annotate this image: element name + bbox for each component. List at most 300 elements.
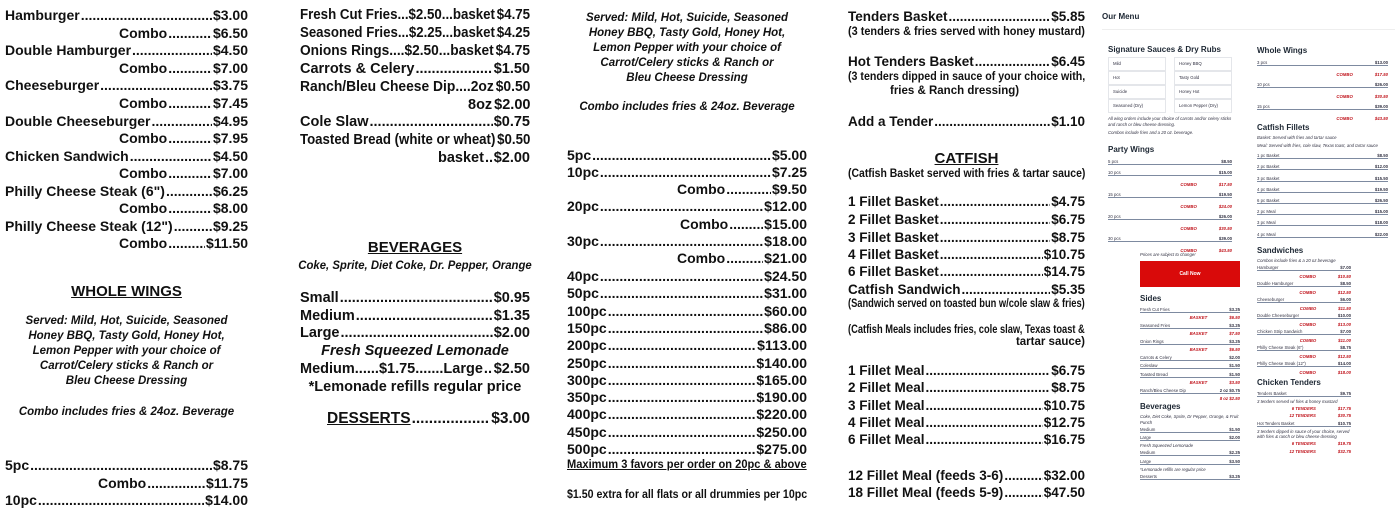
option-row [1140,396,1240,402]
row-price: $3.25 [1229,307,1240,312]
item-label: Combo includes fries & 24oz. Beverage [579,102,794,114]
option-tag: BASKET [1190,380,1208,385]
option-tag: BASKET [1190,347,1208,352]
menu-line [300,98,530,113]
sauce-grid [1108,57,1232,113]
item-price: $4.25 [497,26,530,41]
menu-heading [5,316,248,328]
item-label: Double Hamburger [5,43,131,57]
row-label: Hamburger [1257,265,1279,270]
option-tag: COMBO [1300,338,1316,343]
item-price: $10.75 [1044,248,1085,262]
row-label: Medium [1140,427,1155,432]
option-price: $12.50 [1338,354,1351,359]
section-title: Sandwiches [1257,247,1351,255]
option-tag: COMBO [1300,306,1316,311]
menu-line [848,486,1085,500]
option-row [1140,331,1240,337]
row-label: Toasted Bread [1140,372,1168,377]
item-price: $220.00 [756,407,807,421]
call-now-button[interactable]: Call Now [1140,261,1240,287]
row-price: $2.00 [1229,355,1240,360]
dot-leader [168,236,205,250]
scan-party-wings [567,0,807,500]
item-label: Maximum 3 favors per order on 20pc & above [567,460,807,472]
menu-line [300,44,530,59]
item-price: $32.00 [1044,469,1085,483]
row-price: $1.50 [1229,427,1240,432]
item-label: Cole Slaw [300,115,369,130]
menu-line [567,356,807,370]
option-row [1257,69,1388,77]
menu-heading [300,240,530,255]
menu-line [567,407,807,421]
item-label: Medium [300,309,355,324]
item-label: WHOLE WINGS [71,284,182,299]
item-label: Bleu Cheese Dressing [66,376,187,388]
prices-note: Prices are subject to change! [1140,252,1195,257]
item-label: 6 Fillet Meal [848,433,925,447]
price-row [1257,173,1388,181]
menu-line [5,43,248,57]
dot-leader [38,493,204,507]
item-price: $0.50 [497,133,530,148]
item-label: Chicken Sandwich [5,149,129,163]
menu-heading [5,331,248,343]
price-row [1257,390,1351,397]
section-note: Meal: Served with fries, cole slaw, Texas toast, and tartar sauce [1257,143,1388,149]
price-row [1140,363,1240,370]
menu-section-party-wings [1108,146,1232,255]
dot-leader [356,309,493,324]
item-label: Seasoned Fries...$2.25...basket [300,26,495,41]
menu-line [848,399,1085,413]
price-row [1108,157,1232,165]
section-note: Combos include fries and a 20 oz. beverage. [1108,130,1232,136]
row-price: $14.00 [1338,361,1351,366]
menu-line [848,248,1085,262]
menu-line [567,182,807,196]
item-label: 5pc [5,458,29,472]
price-row [1257,329,1351,336]
price-row [1257,313,1351,320]
dot-leader [608,321,763,335]
price-row [1257,361,1351,368]
menu-line [300,309,530,324]
price-row [1140,473,1240,480]
row-price: $26.00 [1375,82,1388,87]
price-row [1140,371,1240,378]
option-tag: COMBO [1299,290,1315,295]
item-price: $11.75 [206,476,248,490]
option-price: $3.50 [1229,380,1240,385]
dot-leader [608,442,756,456]
item-label: 5pc [567,148,591,162]
section-note: Basket: Served with fries and tartar sauce [1257,135,1388,141]
option-tag: COMBO [1180,226,1196,231]
option-row [1108,179,1232,187]
dot-leader [600,199,763,213]
item-label: basket [438,151,484,166]
option-row [1108,201,1232,209]
dot-leader [81,8,212,22]
price-row [1140,387,1240,394]
dot-leader [341,326,493,341]
item-price: $8.75 [1051,381,1085,395]
item-label: Carrots & Celery [300,62,414,77]
item-label: 400pc [567,407,607,421]
item-price: $6.45 [1051,55,1085,69]
menu-line [300,26,530,41]
option-tag: COMBO [1299,322,1315,327]
row-label: Chicken Strip Sandwich [1257,329,1302,334]
option-price: $32.75 [1338,449,1351,454]
menu-note [567,460,807,472]
item-label: Combo [677,251,725,265]
dot-leader [168,131,212,145]
menu-line [567,199,807,213]
dot-leader [608,356,756,370]
menu-section-whole-wings [1257,47,1388,123]
item-price: $47.50 [1044,486,1085,500]
sauce-item: Tasty Gold [1174,71,1232,85]
option-price: $18.00 [1338,370,1351,375]
item-label: Combo [119,201,167,215]
item-label: Combo [119,26,167,40]
dot-leader [608,304,763,318]
menu-line [567,148,807,162]
item-label: *Lemonade refills regular price [309,380,522,395]
row-price: $15.50 [1375,176,1388,181]
menu-heading [5,407,248,419]
option-row [1257,289,1351,295]
price-row [1257,196,1388,204]
dot-leader [926,399,1043,413]
row-price: 2 oz $0.75 [1220,388,1240,393]
row-label: 2 pc Meal [1257,209,1276,214]
item-price: $11.50 [206,236,248,250]
menu-heading [567,28,807,40]
row-note: 3 tenders served w/ fries & honey mustard [1257,399,1351,405]
web-menu-panel [1100,0,1400,500]
menu-line [300,151,530,166]
menu-line [5,184,248,198]
item-price: $0.95 [494,291,530,306]
item-label: 350pc [567,390,607,404]
row-label: 5 pcs [1108,159,1118,164]
row-price: $13.00 [1375,60,1388,65]
item-label: 1 Fillet Meal [848,364,925,378]
price-row [1140,354,1240,361]
item-price: $6.50 [213,26,248,40]
dot-leader [608,338,756,352]
menu-line [5,236,248,250]
menu-line [300,8,530,23]
item-price: $0.50 [496,80,531,95]
sauce-item: Hot [1108,71,1166,85]
item-label: 500pc [567,442,607,456]
item-price: $4.50 [213,149,248,163]
option-tag: 12 TENDERS [1289,413,1316,418]
option-tag: COMBO [1299,370,1315,375]
item-price: $14.75 [1044,265,1085,279]
item-price: $7.00 [213,166,248,180]
item-price: $9.50 [772,182,807,196]
dot-leader [484,362,493,377]
item-label: Honey BBQ, Tasty Gold, Honey Hot, [589,28,785,40]
dot-leader [168,26,212,40]
menu-note [848,299,1085,311]
dot-leader [940,265,1043,279]
item-label: Combo includes fries & 24oz. Beverage [19,407,234,419]
item-price: $24.50 [764,269,807,283]
item-label: Combo [680,217,728,231]
row-note: Fresh Squeezed Lemonade [1140,443,1240,449]
item-label: 450pc [567,425,607,439]
menu-line [848,55,1085,69]
menu-line [300,133,530,148]
item-price: $86.00 [764,321,807,335]
option-tag: COMBO [1180,182,1196,187]
row-label: Double Cheeseburger [1257,313,1299,318]
dot-leader [726,251,763,265]
menu-heading [5,361,248,373]
option-tag: COMBO [1336,94,1352,99]
item-label: CATFISH [935,151,999,166]
row-price: $18.00 [1375,220,1388,225]
option-row [1257,337,1351,343]
item-price: $60.00 [764,304,807,318]
menu-heading [5,376,248,388]
menu-note [848,337,1085,349]
item-price: $2.50 [494,362,530,377]
menu-line [848,231,1085,245]
menu-line [5,166,248,180]
dot-leader [608,373,756,387]
menu-line [848,433,1085,447]
item-price: $4.50 [213,43,248,57]
item-label: BEVERAGES [368,240,462,255]
item-price: $165.00 [756,373,807,387]
item-label: DESSERTS [327,411,411,427]
menu-note [848,27,1085,39]
row-price: $10.75 [1338,421,1351,426]
item-price: $3.00 [491,411,530,427]
item-price: $6.75 [1051,364,1085,378]
price-row [1257,185,1388,193]
menu-line [848,416,1085,430]
divider [1102,29,1395,30]
menu-section-catfish-fillets [1257,124,1388,241]
menu-heading [300,344,530,359]
item-label: (3 tenders dipped in sauce of your choice with, [848,72,1085,84]
dot-leader [940,231,1050,245]
option-price: $17.50 [1219,182,1232,187]
item-label: Combo [98,476,146,490]
row-label: 20 pcs [1108,214,1121,219]
price-row [1257,229,1388,237]
option-price: $19.75 [1338,441,1351,446]
item-label: $1.50 extra for all flats or all drummies per 10pc [567,490,807,502]
menu-line [300,411,530,427]
item-price: $8.75 [1051,231,1085,245]
option-tag: COMBO [1336,72,1352,77]
dot-leader [926,364,1051,378]
item-label: Hamburger [5,8,80,22]
menu-line [848,213,1085,227]
dot-leader [729,217,763,231]
item-label: Small [300,291,339,306]
option-price: $10.50 [1338,274,1351,279]
row-label: Cheeseburger [1257,297,1284,302]
row-price: $3.25 [1229,323,1240,328]
menu-heading [567,58,807,70]
item-price: $15.00 [764,217,807,231]
row-price: $26.00 [1219,214,1232,219]
item-label: 10pc [567,165,599,179]
menu-line [567,286,807,300]
dot-leader [926,381,1051,395]
item-label: Served: Mild, Hot, Suicide, Seasoned [586,13,788,25]
item-price: $275.00 [756,442,807,456]
menu-line [300,115,530,130]
menu-line [5,78,248,92]
row-label: 4 pc Basket [1257,187,1279,192]
option-row [1257,91,1388,99]
item-label: 4 Fillet Meal [848,416,925,430]
item-price: $7.00 [213,61,248,75]
item-label: Combo [677,182,725,196]
row-label: Double Hamburger [1257,281,1293,286]
item-label: 2 Fillet Meal [848,381,925,395]
row-price: $1.50 [1229,363,1240,368]
item-label: Combo [119,131,167,145]
row-price: $8.50 [1221,159,1232,164]
section-title: Beverages [1140,403,1240,411]
option-tag: COMBO [1180,204,1196,209]
menu-heading [567,102,807,114]
option-row [1257,405,1351,411]
item-label: 50pc [567,286,599,300]
row-price: $3.50 [1229,459,1240,464]
row-price: $8.50 [1377,153,1388,158]
option-tag: BASKET [1190,315,1208,320]
menu-note [848,325,1085,337]
item-price: $4.75 [496,44,530,59]
row-label: Desserts [1140,474,1157,479]
menu-line [5,61,248,75]
section-title: Chicken Tenders [1257,379,1351,387]
price-row [1257,151,1388,159]
section-title: Party Wings [1108,146,1232,154]
menu-line [5,493,248,507]
dot-leader [485,151,493,166]
dot-leader [934,115,1050,129]
row-label: Hot Tenders Basket [1257,421,1294,426]
dot-leader [940,195,1050,209]
row-price: $7.00 [1340,329,1351,334]
menu-line [300,362,530,377]
menu-heading [300,380,530,395]
menu-note [848,72,1085,84]
option-tag: COMBO [1299,354,1315,359]
item-price: $2.00 [494,326,530,341]
item-price: $2.00 [494,151,530,166]
menu-line [848,265,1085,279]
item-label: 3 Fillet Basket [848,231,939,245]
dot-leader [166,184,212,198]
row-label: 10 pcs [1257,82,1270,87]
row-label: Fresh Cut Fries [1140,307,1170,312]
menu-line [848,364,1085,378]
option-tag: COMBO [1180,248,1196,253]
menu-line [5,26,248,40]
dot-leader [168,61,212,75]
scan-tenders-catfish [848,0,1085,500]
item-label: Philly Cheese Steak (12") [5,219,173,233]
option-row [1257,321,1351,327]
row-label: Large [1140,435,1151,440]
menu-line [567,251,807,265]
item-label: Philly Cheese Steak (6") [5,184,165,198]
item-label: tartar sauce) [1016,337,1085,349]
menu-line [5,114,248,128]
dot-leader [1004,486,1042,500]
item-label: (Catfish Basket served with fries & tartar sauce) [848,169,1085,181]
row-price: $15.00 [1219,170,1232,175]
menu-section-signature-sauces-dry-rubs [1108,46,1232,138]
price-row [1140,435,1240,442]
item-price: $3.00 [213,8,248,22]
item-label: Combo [119,236,167,250]
item-label: Toasted Bread (white or wheat) [300,133,495,148]
sauce-item: Seasoned (Dry) [1108,99,1166,113]
menu-line [5,201,248,215]
item-price: $4.75 [1051,195,1085,209]
item-label: Bleu Cheese Dressing [626,73,747,85]
dot-leader [600,165,771,179]
item-label: (Sandwich served on toasted bun w/cole slaw & fries) [848,299,1085,311]
item-price: $3.75 [213,78,248,92]
item-label: Tenders Basket [848,10,948,24]
menu-heading [5,284,248,299]
price-row [1108,168,1232,176]
web-menu-title: Our Menu [1102,12,1139,21]
price-row [1140,322,1240,329]
dot-leader [132,43,212,57]
item-label: 300pc [567,373,607,387]
option-price: $30.50 [1219,226,1232,231]
menu-heading [848,151,1085,166]
section-note: Combos include fries & a 20 oz beverage [1257,258,1351,264]
item-price: $113.00 [757,338,807,352]
row-price: $7.00 [1340,265,1351,270]
item-label: 2 Fillet Basket [848,213,939,227]
price-row [1140,306,1240,313]
sauce-item: Suicide [1108,85,1166,99]
menu-line [848,10,1085,24]
option-price: $12.50 [1338,290,1351,295]
option-price: $13.00 [1338,322,1351,327]
section-title: Whole Wings [1257,47,1388,55]
item-label: Lemon Pepper with your choice of [593,43,781,55]
dot-leader [168,201,212,215]
menu-heading [567,13,807,25]
menu-line [567,217,807,231]
option-price: $17.75 [1338,406,1351,411]
menu-line [848,195,1085,209]
item-label: 18 Fillet Meal (feeds 5-9) [848,486,1003,500]
